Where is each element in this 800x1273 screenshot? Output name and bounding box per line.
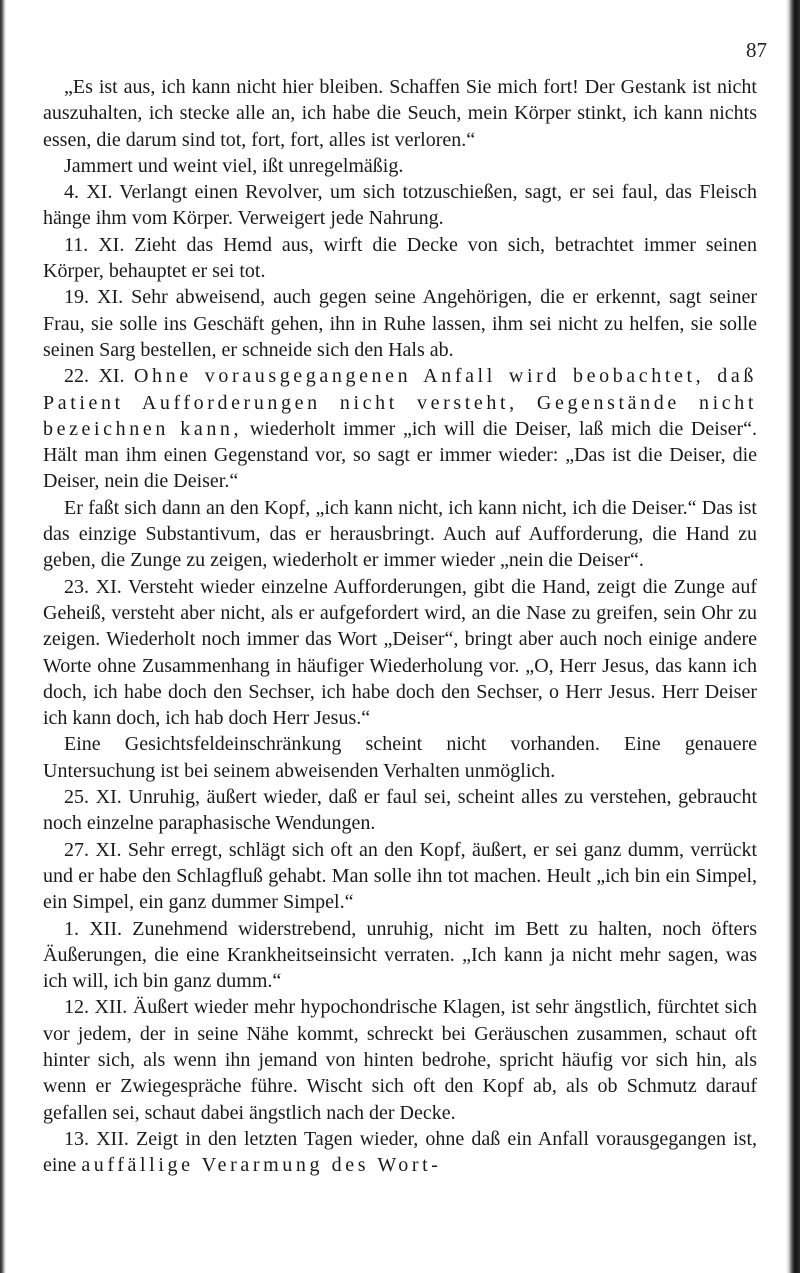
scan-right-edge	[786, 0, 800, 1273]
paragraph: Er faßt sich dann an den Kopf, „ich kann nicht, ich kann nicht, ich die Deiser.“ Das ist das einzige Substantivum, das er herausbringt. Auch auf Aufforderung, die Hand zu geben, die Zunge zu zeigen, wiederholt er immer wieder „nein die Deiser“.	[43, 496, 757, 572]
emphasized-text: Ohne vorausgegangenen Anfall wird beobachtet, daß Patient Aufforderungen nicht versteht, Gegenstände nicht bezeichnen kann,	[43, 365, 757, 440]
paragraph: Eine Gesichtsfeldeinschränkung scheint nicht vorhanden. Eine genauere Untersuchung ist bei seinem abweisenden Verhalten unmöglich.	[43, 733, 757, 782]
paragraph-text: 22. XI.	[64, 365, 135, 388]
page-number: 87	[746, 38, 767, 62]
document-body	[43, 74, 757, 1178]
scan-left-edge	[0, 0, 6, 1273]
paragraph: Jammert und weint viel, ißt unregelmäßig.	[64, 154, 404, 177]
paragraph-text: wiederholt immer „ich will die Deiser, laß mich die Deiser“. Hält man ihm einen Gegenstand vor, so sagt er immer wieder: „Das ist die Deiser, die Deiser, nein die Deiser.“	[43, 417, 758, 493]
paragraph: 1. XII. Zunehmend widerstrebend, unruhig, nicht im Bett zu halten, noch öfters Äußerungen, die eine Krankheitseinsicht verraten. „Ich kann ja nicht mehr sagen, was ich will, ich bin ganz dumm.“	[43, 917, 757, 993]
paragraph: 12. XII. Äußert wieder mehr hypochondrische Klagen, ist sehr ängstlich, fürchtet sich vor jedem, der in seine Nähe kommt, schreckt bei Geräuschen zusammen, schaut oft hinter sich, als wenn ihn jemand von hinten bedrohe, spricht häufig vor sich hin, als wenn er Zwiegespräche führe. Wischt sich oft den Kopf ab, als ob Schmutz darauf gefallen sei, schaut dabei ängstlich nach der Decke.	[43, 996, 757, 1124]
paragraph	[43, 363, 757, 494]
paragraph: 11. XI. Zieht das Hemd aus, wirft die Decke von sich, betrachtet immer seinen Körper, behauptet er sei tot.	[43, 233, 757, 283]
paragraph: 25. XI. Unruhig, äußert wieder, daß er faul sei, scheint alles zu verstehen, gebraucht noch einzelne paraphasische Wendungen.	[43, 786, 757, 835]
paragraph: 4. XI. Verlangt einen Revolver, um sich totzuschießen, sagt, er sei faul, das Fleisch hänge ihm vom Körper. Verweigert jede Nahrung.	[43, 181, 757, 230]
paragraph	[43, 1126, 757, 1179]
paragraph: „Es ist aus, ich kann nicht hier bleiben. Schaffen Sie mich fort! Der Gestank ist nicht auszuhalten, ich stecke alle an, ich habe die Seuch, mein Körper stinkt, ich kann nichts essen, die darum sind tot, fort, fort, alles ist verloren.“	[43, 76, 757, 151]
paragraph: 23. XI. Versteht wieder einzelne Aufforderungen, gibt die Hand, zeigt die Zunge auf Geheiß, versteht aber nicht, als er aufgefordert wird, an die Nase zu greifen, sein Ohr zu zeigen. Wiederholt noch immer das Wort „Deiser“, bringt aber auch noch einige andere Worte ohne Zusammenhang in häufiger Wiederholung vor. „O, Herr Jesus, das kann ich doch, ich habe doch den Sechser, ich habe doch den Sechser, o Herr Jesus. Herr Deiser ich kann doch, ich hab doch Herr Jesus.“	[43, 575, 757, 730]
emphasized-text: auffällige Verarmung des Wort-	[81, 1154, 442, 1177]
paragraph-text: 13. XII. Zeigt in den letzten Tagen wieder, ohne daß ein Anfall vorausgegangen ist, eine	[43, 1127, 757, 1177]
paragraph: 19. XI. Sehr abweisend, auch gegen seine Angehörigen, die er erkennt, sagt seiner Frau, sie solle ins Geschäft gehen, ihn in Ruhe lassen, ihm sei nicht zu helfen, sie solle seinen Sarg bestellen, er schneide sich den Hals ab.	[43, 286, 757, 361]
paragraph: 27. XI. Sehr erregt, schlägt sich oft an den Kopf, äußert, er sei ganz dumm, verrückt und er habe den Schlagfluß gehabt. Man solle ihn tot machen. Heult „ich bin ein Simpel, ein Simpel, ein ganz dummer Simpel.“	[43, 838, 757, 914]
